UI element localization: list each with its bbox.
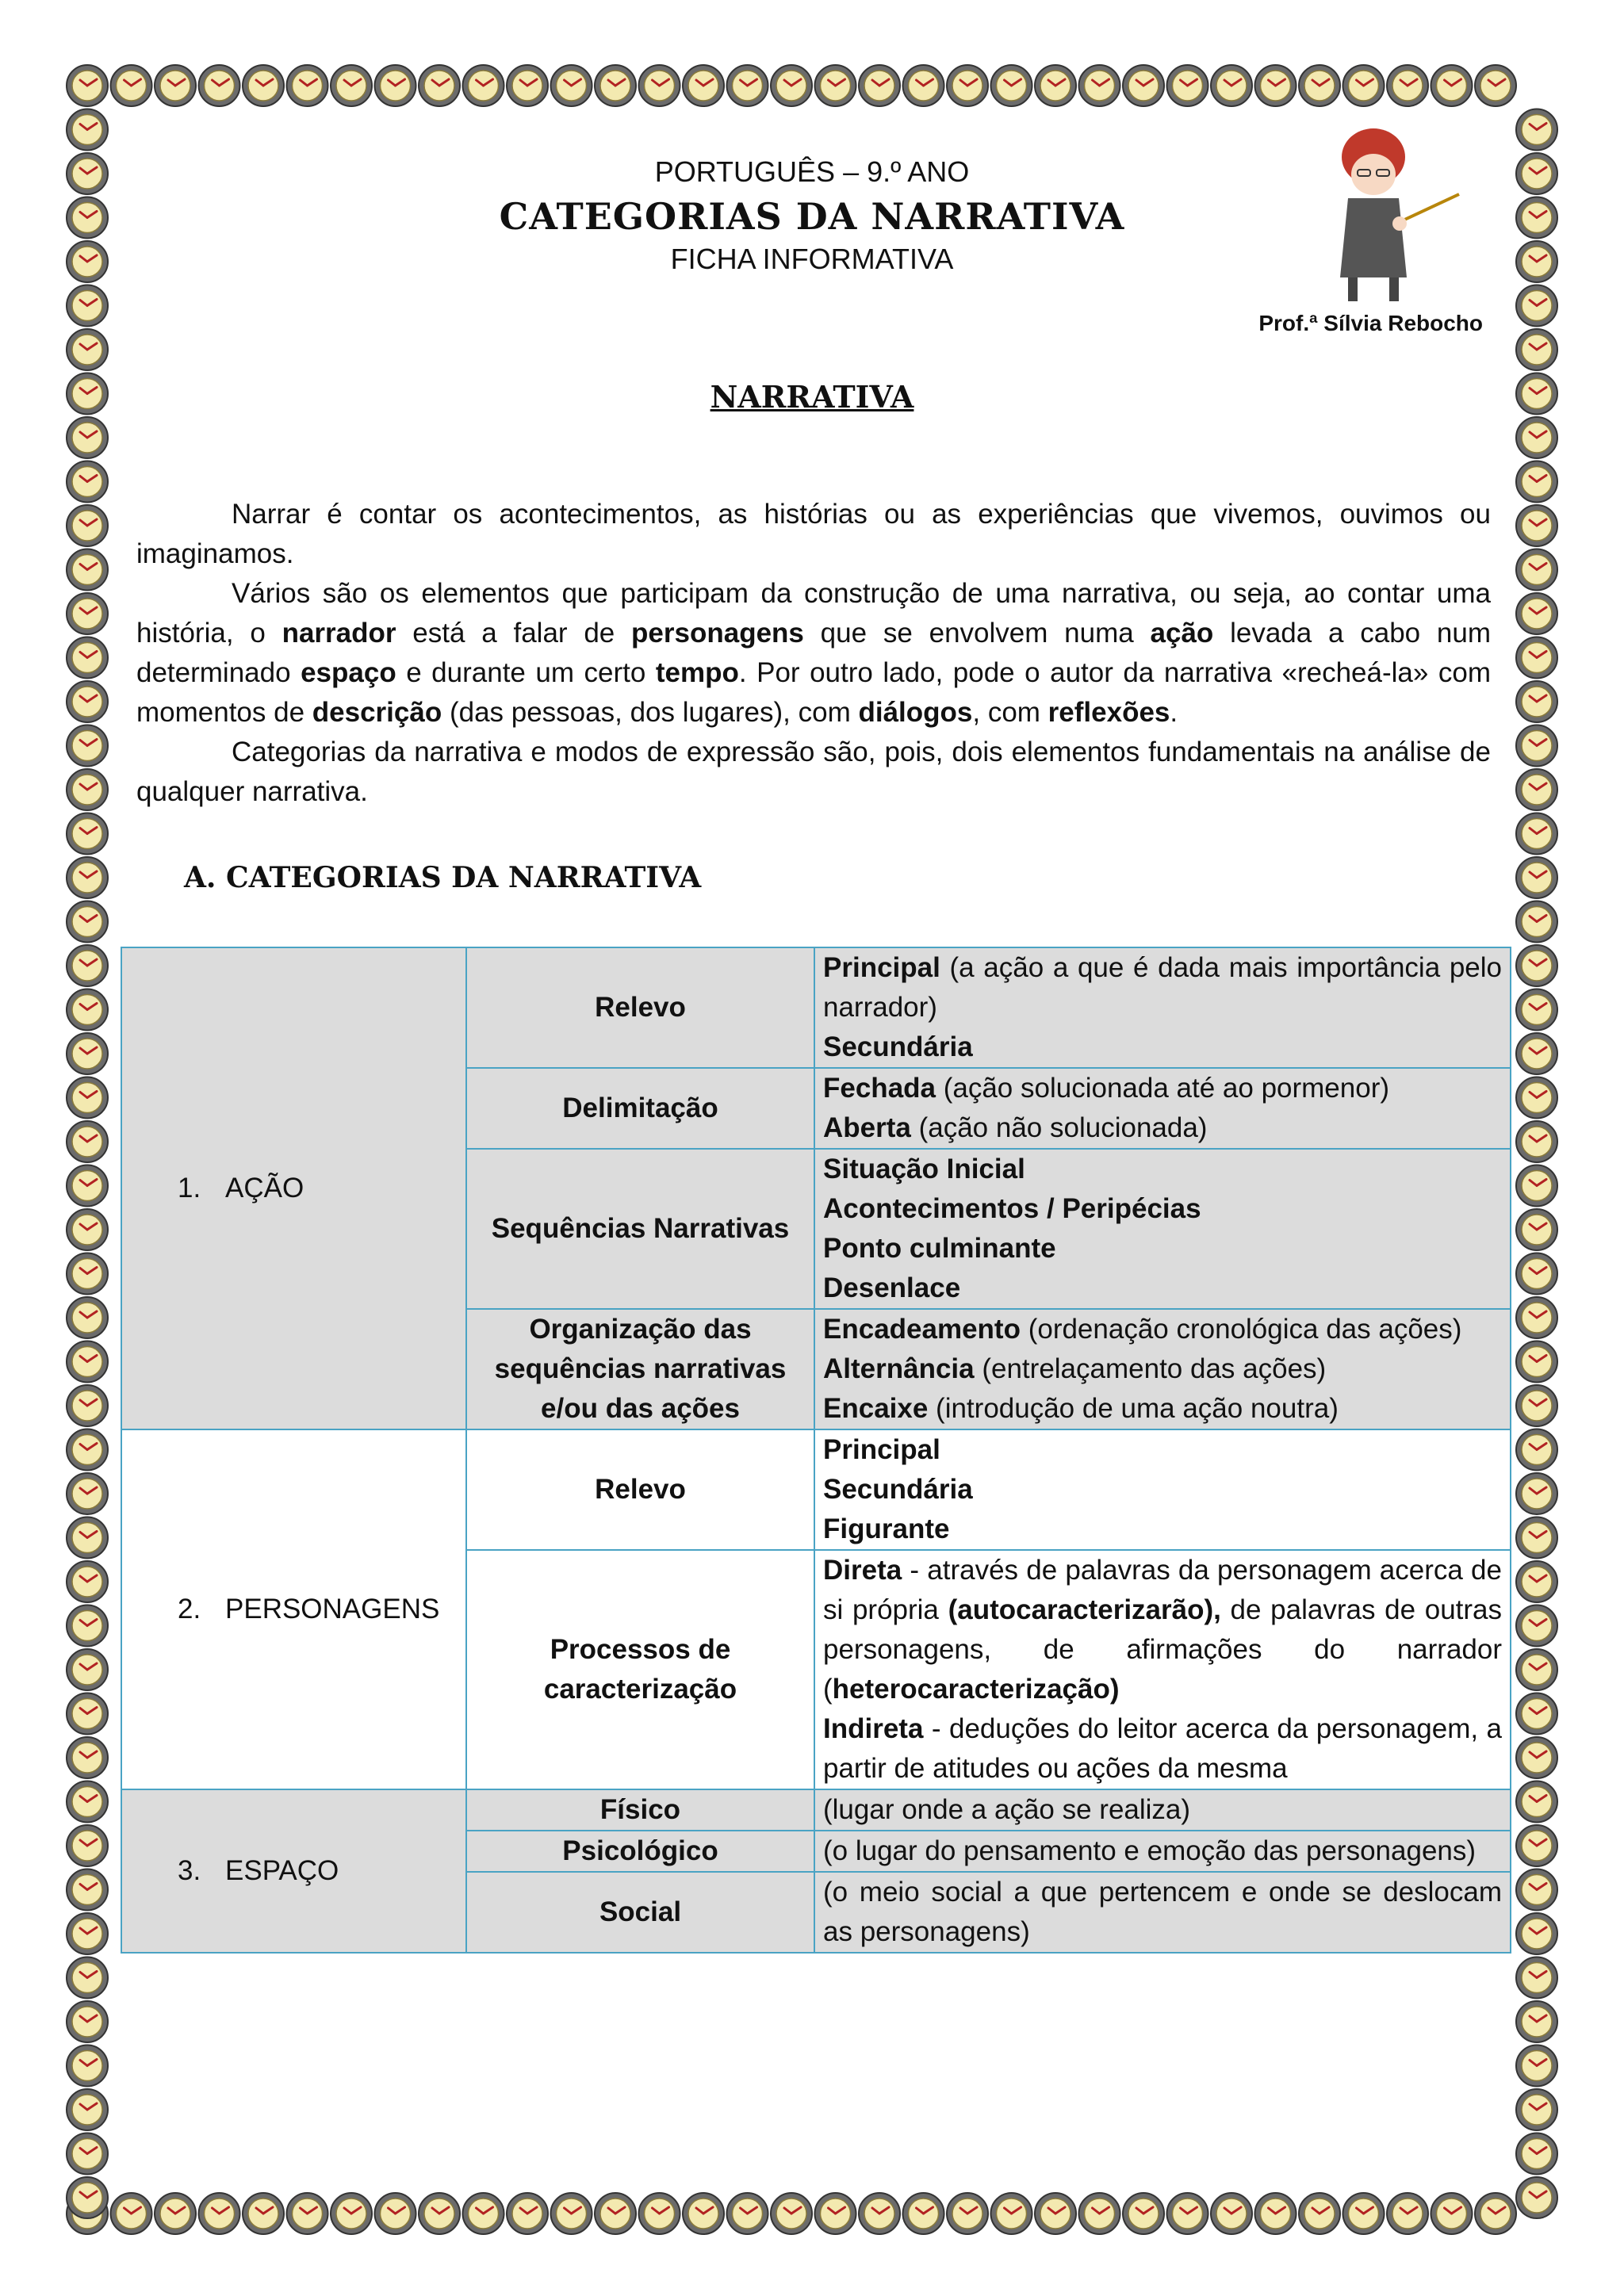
clock-icon [1516,241,1557,282]
term: Figurante [823,1513,950,1544]
text: de palavras de outras personagens, de afirmações do narrador ( [823,1594,1503,1705]
clock-icon [67,2133,108,2175]
clock-icon [1516,417,1557,458]
clock-icon [1516,549,1557,591]
subject-line: PORTUGUÊS – 9.º ANO [654,155,970,188]
term: espaço [301,657,396,688]
intro-paragraph-1: Narrar é contar os acontecimentos, as histórias ou as experiências que vivemos, ouvimos ou imaginamos. [136,499,1491,569]
clock-icon [67,769,108,810]
clock-icon [1123,65,1164,106]
clock-icon [1516,461,1557,503]
text: está a falar de [396,618,632,649]
clock-icon [243,2193,284,2234]
clock-icon [1516,1957,1557,1999]
clock-icon [67,813,108,855]
clock-icon [1516,1737,1557,1778]
clock-icon [67,1781,108,1823]
clock-icon [1123,2193,1164,2234]
clock-icon [507,2193,548,2234]
clock-icon [1079,65,1120,106]
clock-icon [1516,1869,1557,1911]
clock-icon [551,65,592,106]
clock-icon [67,241,108,282]
clock-icon [1516,1077,1557,1119]
clock-icon [1516,945,1557,986]
intro-paragraph-2 [136,574,1491,733]
category-label: PERSONAGENS [225,1594,440,1624]
clock-icon [1516,1209,1557,1250]
clock-icon [1299,2193,1340,2234]
clock-icon [67,2177,108,2218]
clock-icon [155,65,196,106]
text: . [1170,697,1178,728]
clock-icon [551,2193,592,2234]
text: (introdução de uma ação noutra) [928,1393,1339,1424]
clock-icon [243,65,284,106]
clock-icon [67,1517,108,1559]
text: levada a cabo num determinado [136,618,1491,688]
clock-icon [1516,2177,1557,2218]
clock-icon [67,2001,108,2042]
clock-icon [1516,329,1557,370]
subcategory-relevo: Relevo [466,1429,814,1550]
clock-icon [67,593,108,634]
clock-icon [727,2193,768,2234]
term: tempo [655,657,739,688]
term: personagens [631,618,804,649]
clock-icon [67,1429,108,1471]
category-number: 2. [178,1594,201,1624]
document-title: CATEGORIAS DA NARRATIVA [499,195,1125,238]
term: Indireta [823,1713,924,1744]
clock-icon [67,1693,108,1735]
term: Acontecimentos / Peripécias [823,1193,1201,1224]
clock-icon [67,1605,108,1647]
clock-icon [1516,1561,1557,1602]
text: - deduções do leitor acerca da personagem, a partir de atitudes ou ações da mesma [823,1713,1502,1784]
clock-icon [67,945,108,986]
clock-icon [1516,505,1557,546]
category-label: AÇÃO [225,1173,304,1203]
clock-icon [67,1957,108,1999]
subcategory-processos: Processos de caracterização [466,1550,814,1789]
clock-icon [683,2193,724,2234]
category-number: 1. [178,1173,201,1203]
subcategory-organizacao: Organização das sequências narrativas e/ou das ações [466,1309,814,1429]
clock-icon [595,2193,636,2234]
clock-icon [155,2193,196,2234]
clock-icon [1035,2193,1076,2234]
term: narrador [282,618,396,649]
category-label: ESPAÇO [225,1855,339,1886]
term: descrição [312,697,442,728]
term: (autocaracterizarão), [948,1594,1221,1625]
clock-icon [1516,1781,1557,1823]
clock-icon [67,1209,108,1250]
text: e durante um certo [396,657,656,688]
clock-icon [1516,1517,1557,1559]
clock-icon [947,65,988,106]
term: Principal [823,1434,940,1465]
term: ação [1150,618,1214,649]
clock-icon [199,65,240,106]
clock-icon [639,2193,680,2234]
description-cell [814,1149,1511,1309]
clock-icon [67,1033,108,1074]
clock-icon [1516,1649,1557,1690]
section-title: NARRATIVA [710,379,914,415]
clock-icon [1516,285,1557,327]
term: Encadeamento [823,1314,1021,1345]
clock-icon [287,2193,328,2234]
clock-icon [859,65,900,106]
description-cell: (o meio social a que pertencem e onde se deslocam as personagens) [814,1872,1511,1953]
text: (das pessoas, dos lugares), com [442,697,859,728]
text: (ação solucionada até ao pormenor) [936,1073,1390,1104]
text: - através de palavras da personagem acerca de si própria [823,1555,1502,1625]
description-cell: (lugar onde a ação se realiza) [814,1789,1511,1831]
clock-icon [727,65,768,106]
clock-icon [1431,2193,1473,2234]
clock-icon [1343,65,1385,106]
clock-icon [1475,2193,1516,2234]
term: reflexões [1048,697,1170,728]
clock-icon [375,65,416,106]
description-cell [814,947,1511,1068]
clock-icon [67,1121,108,1162]
description-cell [814,1309,1511,1429]
text: (ação não solucionada) [910,1112,1208,1143]
clock-icon [419,65,460,106]
clock-icon [1516,1825,1557,1866]
clock-icon [67,989,108,1031]
clock-icon [1516,857,1557,898]
clock-icon [947,2193,988,2234]
clock-icon [67,1913,108,1954]
clock-icon [1516,901,1557,943]
description-cell [814,1550,1511,1789]
clock-icon [1255,65,1297,106]
clock-icon [1299,65,1340,106]
clock-icon [639,65,680,106]
clock-icon [463,65,504,106]
clock-icon [67,417,108,458]
subcategory-sequencias: Sequências Narrativas [466,1149,814,1309]
clock-icon [1516,1121,1557,1162]
term: diálogos [858,697,973,728]
text: . Por outro lado, pode o autor da narrativa «recheá-la» com momentos de [136,657,1491,728]
term: Direta [823,1555,902,1586]
clock-icon [67,1297,108,1338]
clock-icon [1516,2045,1557,2087]
table-row [121,1789,1511,1831]
clock-icon [1516,769,1557,810]
term: Fechada [823,1073,936,1104]
clock-icon [859,2193,900,2234]
clock-icon [1516,1473,1557,1514]
text: (ordenação cronológica das ações) [1020,1314,1462,1345]
clock-icon [67,1473,108,1514]
term: Secundária [823,1031,973,1062]
clock-icon [1035,65,1076,106]
clock-icon [67,1077,108,1119]
text: (entrelaçamento das ações) [974,1353,1327,1384]
clock-icon [1516,197,1557,239]
clock-icon [67,505,108,546]
subcategory-psicologico: Psicológico [466,1831,814,1872]
document-subtitle: FICHA INFORMATIVA [670,243,954,275]
category-number: 3. [178,1855,201,1886]
clock-icon [67,1649,108,1690]
clock-icon [67,65,108,106]
clock-icon [67,153,108,194]
clock-icon [1516,2001,1557,2042]
clock-icon [683,65,724,106]
clock-icon [1079,2193,1120,2234]
text: , com [972,697,1048,728]
categories-table [121,947,1511,1954]
clock-icon [67,637,108,679]
clock-icon [67,1165,108,1207]
clock-icon [1387,65,1428,106]
description-cell [814,1068,1511,1149]
clock-icon [1516,637,1557,679]
clock-icon [991,65,1032,106]
term: Situação Inicial [823,1154,1025,1184]
section-a-title: A. CATEGORIAS DA NARRATIVA [184,861,702,894]
clock-icon [1343,2193,1385,2234]
clock-icon [771,2193,812,2234]
clock-icon [1516,373,1557,415]
clock-icon [1516,1253,1557,1295]
clock-icon [67,1825,108,1866]
description-cell [814,1429,1511,1550]
clock-icon [1516,1341,1557,1383]
clock-icon [1211,65,1252,106]
term: Encaixe [823,1393,929,1424]
intro-text [136,495,1491,812]
clock-icon [67,549,108,591]
clock-icon [1167,65,1208,106]
category-personagens [121,1429,466,1789]
clock-icon [67,2045,108,2087]
clock-icon [1516,813,1557,855]
clock-icon [903,2193,944,2234]
clock-icon [67,373,108,415]
clock-icon [1516,989,1557,1031]
clock-icon [67,285,108,327]
clock-icon [1516,1297,1557,1338]
clock-icon [375,2193,416,2234]
clock-icon [1516,593,1557,634]
clock-icon [1516,2133,1557,2175]
subcategory-relevo: Relevo [466,947,814,1068]
description-cell: (o lugar do pensamento e emoção das personagens) [814,1831,1511,1872]
clock-icon [595,65,636,106]
category-acao [121,947,466,1429]
clock-icon [1255,2193,1297,2234]
clock-icon [287,65,328,106]
clock-icon [1516,1693,1557,1735]
term: Alternância [823,1353,975,1384]
clock-icon [331,2193,372,2234]
author-name: Prof.ª Sílvia Rebocho [1258,311,1483,335]
text: Vários são os elementos que participam da construção de uma narrativa, ou seja, ao contar uma história, o [136,578,1491,649]
clock-icon [67,461,108,503]
clock-icon [67,197,108,239]
table-row [121,947,1511,1068]
clock-icon [111,65,152,106]
clock-icon [1516,1605,1557,1647]
clock-icon [903,65,944,106]
clock-icon [815,2193,856,2234]
clock-icon [111,2193,152,2234]
clock-icon [67,1737,108,1778]
clock-icon [419,2193,460,2234]
clock-icon [67,1869,108,1911]
term: Desenlace [823,1272,961,1303]
clock-icon [1516,1385,1557,1426]
clock-icon [67,2089,108,2130]
clock-icon [67,901,108,943]
clock-icon [199,2193,240,2234]
clock-icon [67,1561,108,1602]
clock-icon [1516,1429,1557,1471]
term: Principal [823,952,940,983]
clock-icon [1475,65,1516,106]
clock-icon [991,2193,1032,2234]
clock-icon [1516,109,1557,151]
subcategory-social: Social [466,1872,814,1953]
clock-icon [1516,1913,1557,1954]
clock-icon [1516,1165,1557,1207]
clock-icon [331,65,372,106]
clock-icon [67,681,108,722]
term: Aberta [823,1112,911,1143]
clock-icon [1516,2089,1557,2130]
clock-icon [67,1253,108,1295]
clock-icon [1387,2193,1428,2234]
clock-icon [1431,65,1473,106]
table-row [121,1429,1511,1550]
text: (a ação a que é dada mais importância pelo narrador) [823,952,1502,1023]
clock-icon [67,857,108,898]
clock-icon [771,65,812,106]
clock-icon [1516,725,1557,767]
term: Secundária [823,1474,973,1505]
clock-icon [67,1385,108,1426]
text: que se envolvem numa [803,618,1151,649]
clock-icon [1516,153,1557,194]
category-espaco [121,1789,466,1953]
clock-icon [67,1341,108,1383]
term: heterocaracterização) [832,1674,1120,1705]
clock-icon [507,65,548,106]
intro-paragraph-3: Categorias da narrativa e modos de expressão são, pois, dois elementos fundamentais na análise de qualquer narrativa. [136,737,1491,807]
clock-icon [463,2193,504,2234]
clock-icon [67,329,108,370]
clock-icon [1516,1033,1557,1074]
term: Ponto culminante [823,1233,1056,1264]
clock-icon [67,109,108,151]
clock-icon [1167,2193,1208,2234]
subcategory-delimitacao: Delimitação [466,1068,814,1149]
clock-icon [1516,681,1557,722]
clock-icon [67,725,108,767]
clock-icon [1211,2193,1252,2234]
clock-icon [815,65,856,106]
subcategory-fisico: Físico [466,1789,814,1831]
